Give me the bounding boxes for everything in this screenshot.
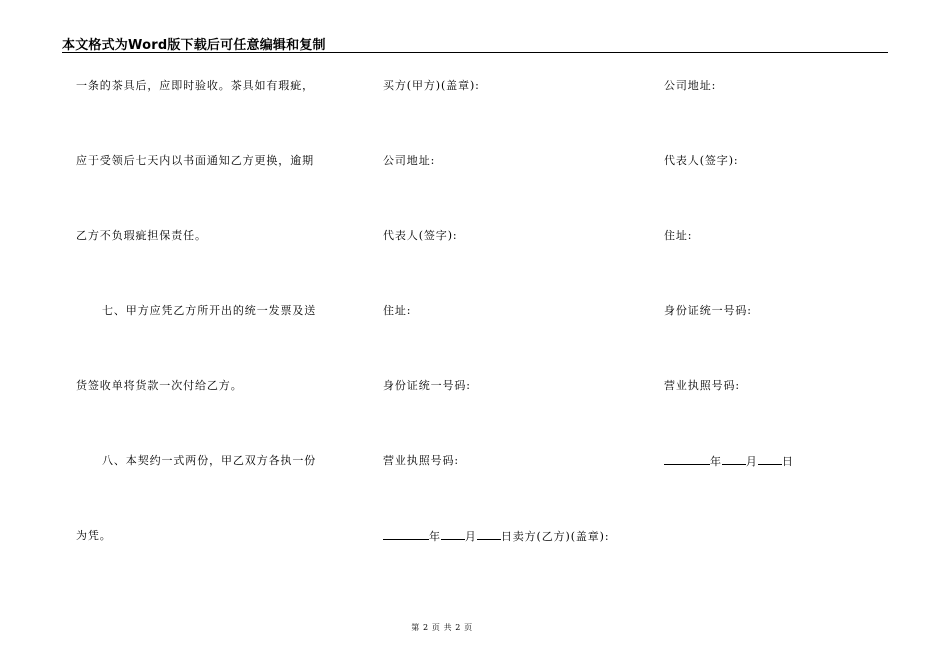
left-line-4: 七、甲方应凭乙方所开出的统一发票及送 [102,304,317,317]
year-label: 年 [429,530,441,543]
left-line-3: 乙方不负瑕疵担保责任。 [76,229,207,242]
seller-representative-label: 代表人(签字): [664,154,739,167]
seller-address-label: 住址: [664,229,693,242]
day-blank [477,529,501,540]
buyer-address-label: 住址: [383,304,412,317]
month-blank [441,529,465,540]
buyer-seal-label: 买方(甲方)(盖章): [383,79,480,92]
month-label: 月 [464,530,477,543]
month-label: 月 [745,455,758,468]
left-line-7: 为凭。 [76,529,112,542]
left-line-1: 一条的茶具后，应即时验收。茶具如有瑕疵， [76,79,314,92]
left-line-2: 应于受领后七天内以书面通知乙方更换，逾期 [76,154,314,167]
year-blank [383,529,429,540]
day-blank [758,454,782,465]
document-header-title: 本文格式为Word版下载后可任意编辑和复制 [62,38,326,53]
year-label: 年 [710,455,722,468]
header-divider [62,52,888,53]
left-line-5: 货签收单将货款一次付给乙方。 [76,379,243,392]
seller-company-address-label: 公司地址: [664,79,717,92]
year-blank [664,454,710,465]
buyer-representative-label: 代表人(签字): [383,229,458,242]
seller-date-line [664,454,794,469]
seller-id-number-label: 身份证统一号码: [664,304,752,317]
buyer-license-number-label: 营业执照号码: [383,454,460,467]
buyer-company-address-label: 公司地址: [383,154,436,167]
month-blank [722,454,746,465]
seller-license-number-label: 营业执照号码: [664,379,741,392]
page-number-footer: 第 2 页 共 2 页 [411,623,473,632]
day-seller-seal-label: 日卖方(乙方)(盖章): [500,530,610,543]
buyer-date-seller-seal-line [383,529,609,544]
day-label: 日 [781,455,794,468]
left-line-6: 八、本契约一式两份，甲乙双方各执一份 [102,454,317,467]
buyer-id-number-label: 身份证统一号码: [383,379,471,392]
